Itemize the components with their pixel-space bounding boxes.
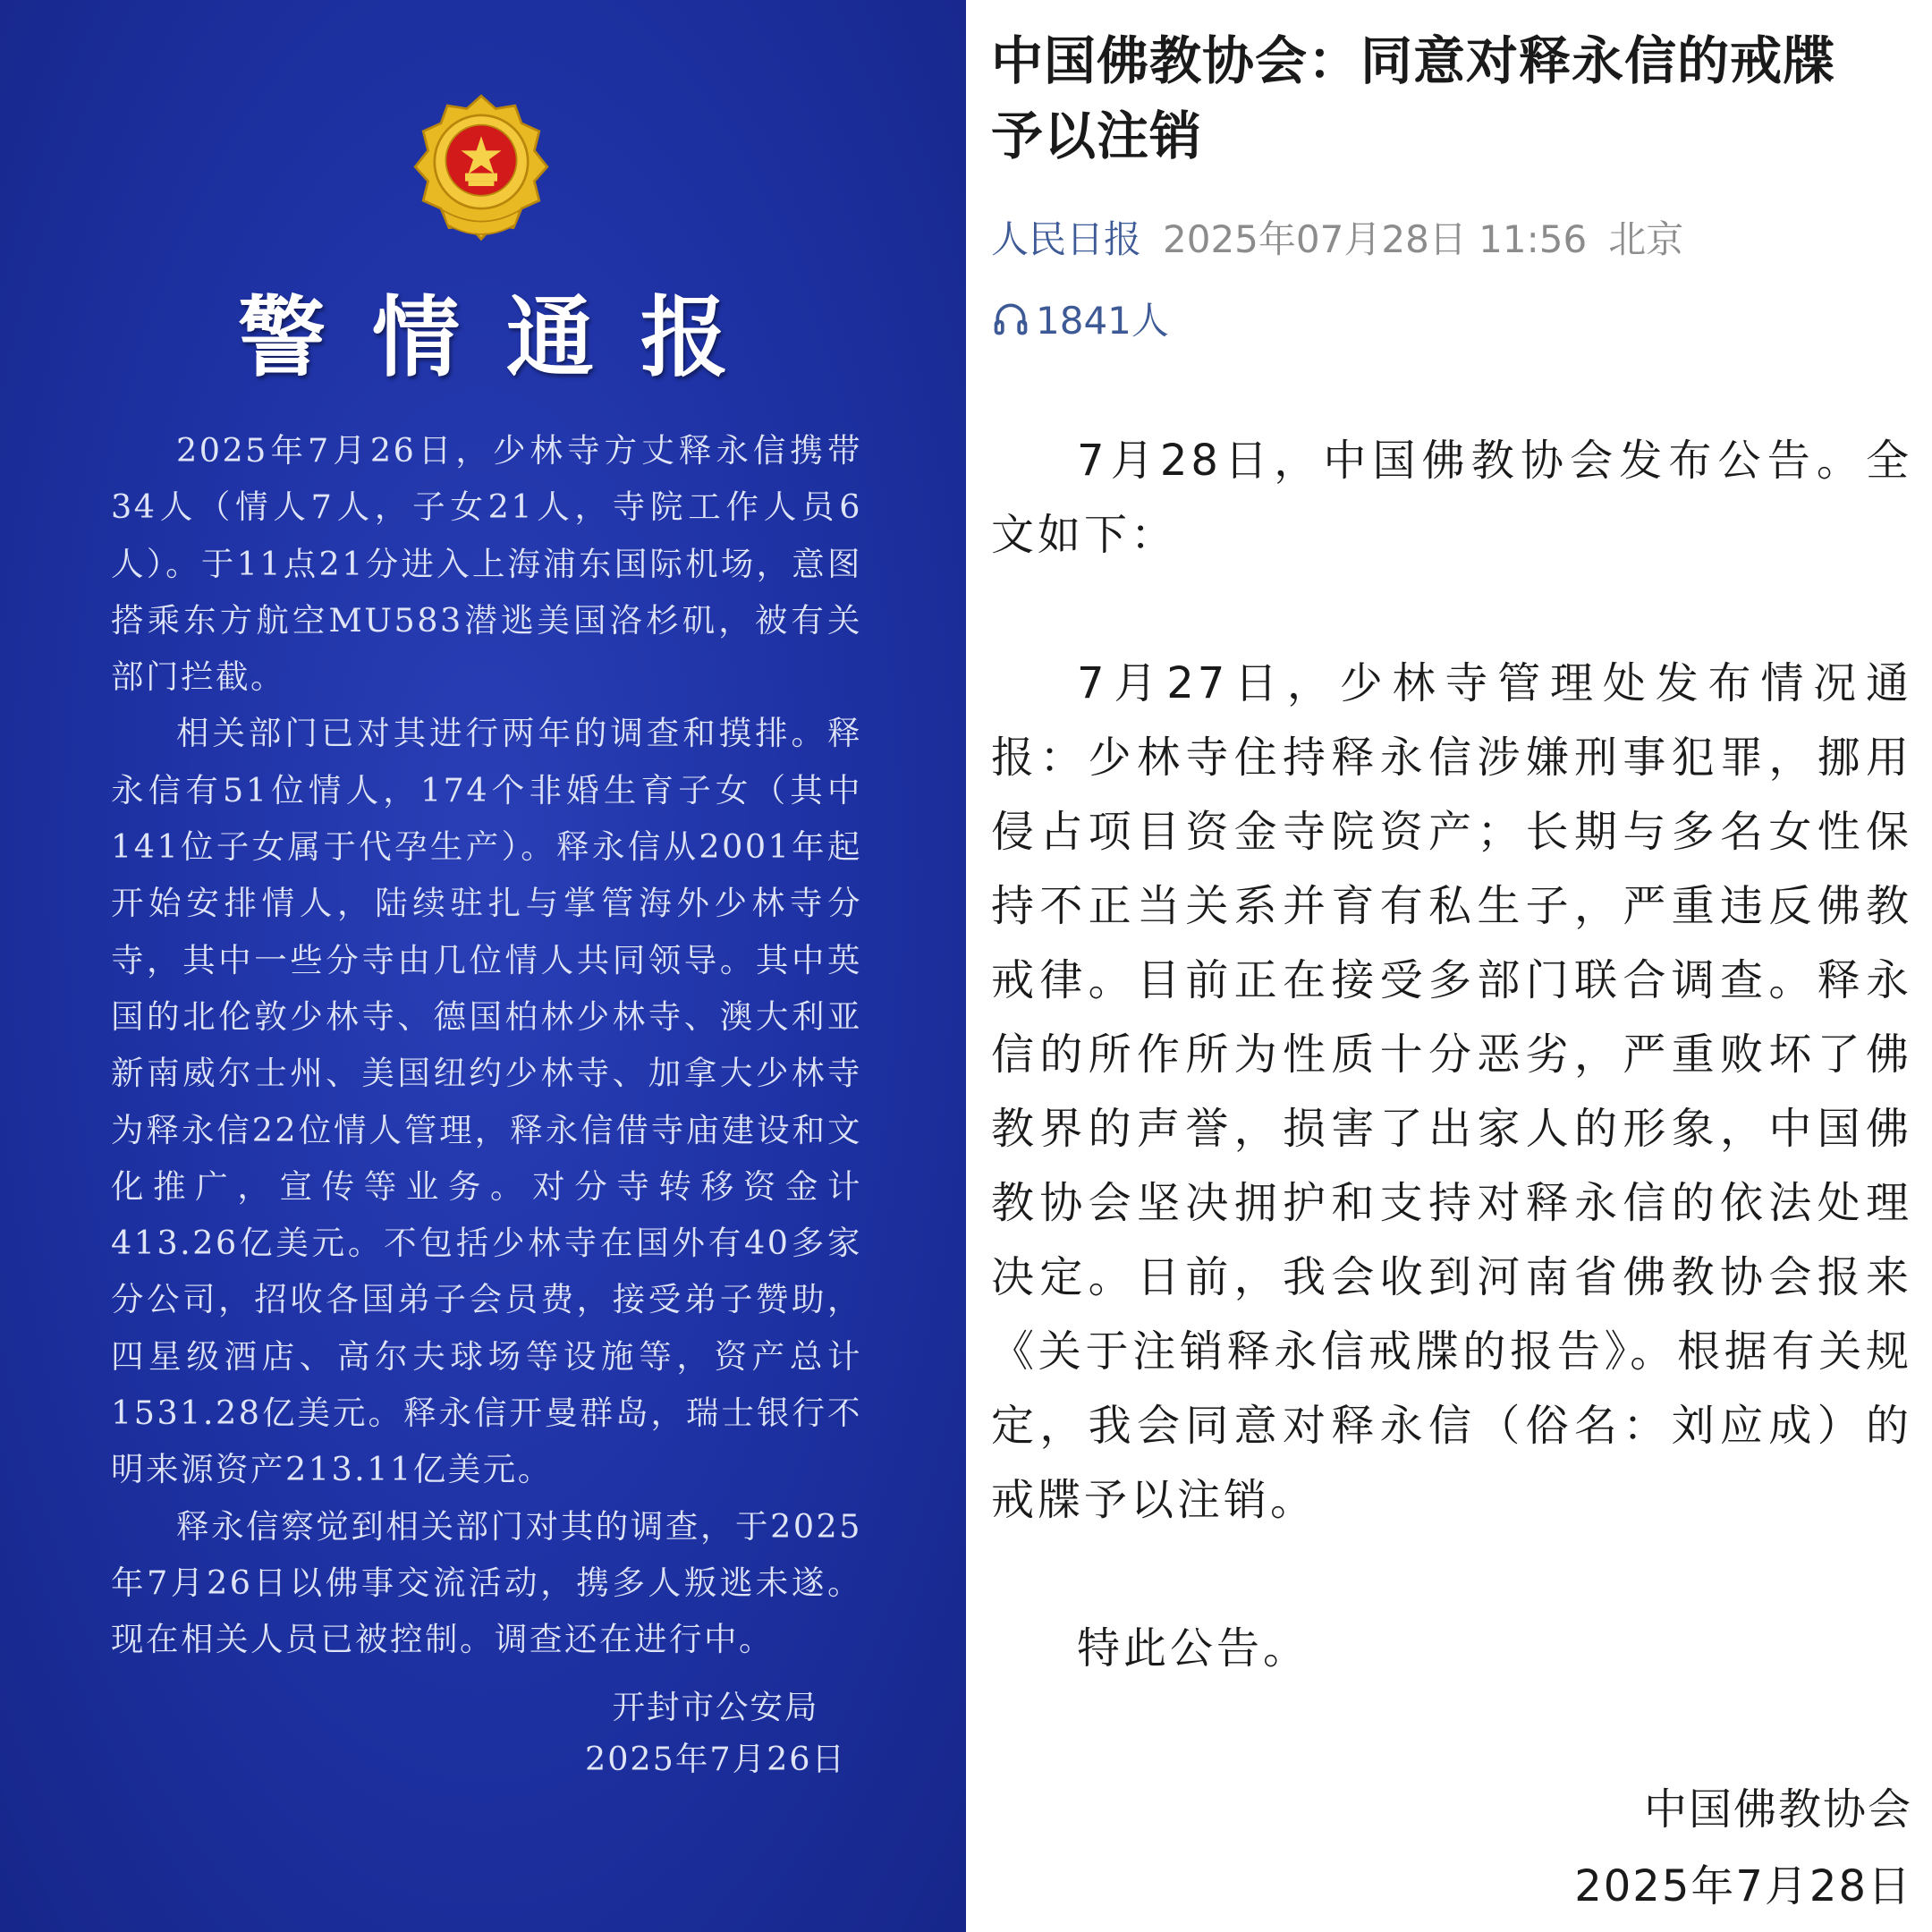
- article-signature: [1574, 1771, 1912, 1925]
- article-source-link[interactable]: 人民日报: [991, 217, 1142, 261]
- article-paragraph-2: 7月27日，少林寺管理处发布情况通报：少林寺住持释永信涉嫌刑事犯罪，挪用侵占项目资金寺院资产；长期与多名女性保持不正当关系并育有私生子，严重违反佛教戒律。目前正在接受多部门联合调查。释永信的所作所为性质十分恶劣，严重败坏了佛教界的声誉，损害了出家人的形象，中国佛教协会坚决拥护和支持对释永信的依法处理决定。日前，我会收到河南省佛教协会报来《关于注销释永信戒牒的报告》。根据有关规定，我会同意对释永信（俗名：刘应成）的戒牒予以注销。: [991, 658, 1912, 1525]
- article-signature-org: 中国佛教协会: [1643, 1784, 1912, 1835]
- notice-paragraph-2: 相关部门已对其进行两年的调查和摸排。释永信有51位情人，174个非婚生育子女（其中141位子女属于代孕生产）。释永信从2001年起开始安排情人，陆续驻扎与掌管海外少林寺分寺，其中一些分寺由几位情人共同领导。其中英国的北伦敦少林寺、德国柏林少林寺、澳大利亚新南威尔士州、美国纽约少林寺、加拿大少林寺为释永信22位情人管理，释永信借寺庙建设和文化推广，宣传等业务。对分寺转移资金计413.26亿美元。不包括少林寺在国外有40多家分公司，招收各国弟子会员费，接受弟子赞助，四星级酒店、高尔夫球场等设施等，资产总计1531.28亿美元。释永信开曼群岛，瑞士银行不明来源资产213.11亿美元。: [111, 714, 862, 1489]
- notice-signature-org: 开封市公安局: [612, 1688, 819, 1726]
- news-article-panel: [966, 0, 1932, 1932]
- police-emblem-icon: [401, 89, 562, 250]
- article-title: 中国佛教协会：同意对释永信的戒牒予以注销: [991, 30, 1836, 166]
- listener-count: 1841人: [1036, 299, 1169, 343]
- notice-signature: [555, 1682, 877, 1785]
- article-meta: [991, 213, 1683, 267]
- article-location: 北京: [1608, 217, 1684, 261]
- article-datetime: 2025年07月28日 11:56: [1163, 217, 1588, 261]
- notice-title: 警情通报: [237, 286, 775, 389]
- headphones-icon: [991, 299, 1030, 338]
- notice-paragraph-3: 释永信察觉到相关部门对其的调查，于2025年7月26日以佛事交流活动，携多人叛逃未遂。现在相关人员已被控制。调查还在进行中。: [111, 1506, 862, 1659]
- article-paragraph-3: 特此公告。: [1077, 1623, 1310, 1674]
- notice-signature-date: 2025年7月26日: [584, 1740, 847, 1778]
- listen-audio-button[interactable]: [991, 292, 1169, 345]
- article-body: [991, 424, 1912, 1760]
- notice-paragraph-1: 2025年7月26日，少林寺方丈释永信携带34人（情人7人，子女21人，寺院工作人员6人）。于11点21分进入上海浦东国际机场，意图搭乘东方航空MU583潜逃美国洛杉矶，被有关部门拦截。: [111, 431, 862, 697]
- article-paragraph-1: 7月28日，中国佛教协会发布公告。全文如下：: [991, 436, 1912, 560]
- article-signature-date: 2025年7月28日: [1574, 1861, 1912, 1911]
- notice-body: [111, 422, 862, 1668]
